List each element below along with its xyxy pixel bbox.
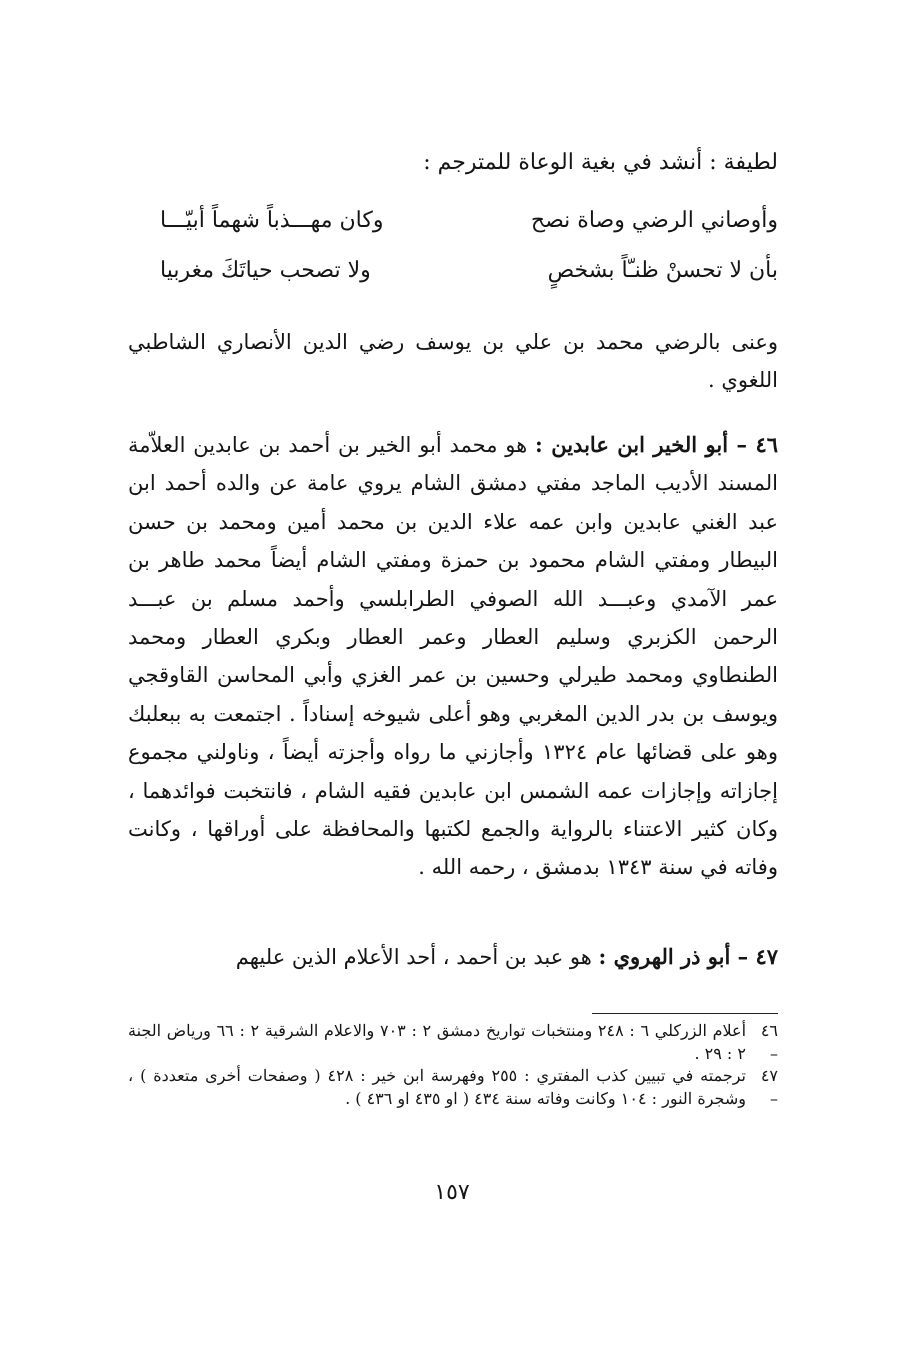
entry-body: هو محمد أبو الخير بن أحمد بن عابدين العلاّمة المسند الأديب الماجد مفتي دمشق الشام يروي عامة عن والده أحمد ابن عبد الغني عابدين وابن عمه علاء الدين بن محمد أمين ومحمد بن حسن البيطار ومفتي الشام محمود بن حمزة ومفتي الشام أيضاً محمد طاهر بن عمر الآمدي وعبـــد الله الصوفي الطرابلسي وأحمد مسلم بن عبـــد الرحمن الكزبري وسليم العطار وعمر العطار وبكري العطار ومحمد الطنطاوي ومحمد طيرلي وحسين بن عمر الغزي وأبي المحاسن القاوقجي ويوسف بن بدر الدين المغربي وهو أعلى شيوخه إسناداً . اجتمعت به ببعلبك وهو على قضائها عام ١٣٢٤ وأجازني ما رواه وأجزته أيضاً ، وناولني مجموع إجازاته وإجازات عمه الشمس ابن عابدين فقيه الشام ، فانتخبت فوائدهما ، وكان كثير الاعتناء بالرواية والجمع لكتبها والمحافظة على أوراقها ، وكانت وفاته في سنة ١٣٤٣ بدمشق ، رحمه الله .	[128, 433, 778, 880]
verse-second-hemistich: وكان مهـــذباً شهماً أبيّـــا	[160, 207, 384, 233]
footnote-text: أعلام الزركلي ٦ : ٢٤٨ ومنتخبات تواريخ دمشق ٢ : ٧٠٣ والاعلام الشرقية ٢ : ٦٦ ورياض الجنة ٢ : ٢٩ .	[128, 1021, 747, 1063]
entry-heading: ٤٧ – أبو ذر الهروي :	[598, 944, 778, 969]
page-number: ١٥٧	[434, 1180, 470, 1205]
footnote-item	[128, 1065, 778, 1110]
entry-heading: ٤٦ – أبو الخير ابن عابدين :	[535, 432, 779, 457]
footnote-text: ترجمته في تبيين كذب المفتري : ٢٥٥ وفهرسة ابن خير : ٤٢٨ ( وصفحات أخرى متعددة ) ، وشجرة النور : ١٠٤ وكانت وفاته سنة ٤٣٤ ( او ٤٣٥ او ٤٣٦ ) .	[128, 1066, 747, 1108]
verse-second-hemistich: ولا تصحب حياتَكَ مغربيا	[160, 257, 371, 283]
footnote-item	[128, 1020, 778, 1065]
note-text: وعنى بالرضي محمد بن علي بن يوسف رضي الدين الأنصاري الشاطبي اللغوي .	[128, 330, 778, 392]
footnotes	[128, 1020, 778, 1110]
footnote-divider	[592, 1013, 778, 1014]
intro-text: لطيفة : أنشد في بغية الوعاة للمترجم :	[423, 150, 778, 175]
verse-first-hemistich: بأن لا تحسنْ ظنـّاً بشخصٍ	[547, 257, 778, 283]
intro-line	[128, 146, 778, 180]
verse-first-hemistich: وأوصاني الرضي وصاة نصح	[530, 207, 778, 233]
biography-entry-47	[128, 938, 778, 976]
entry-body: هو عبد بن أحمد ، أحد الأعلام الذين عليهم	[235, 945, 592, 969]
poem-verse	[160, 250, 778, 290]
poem-verse	[160, 200, 778, 240]
biography-entry-46	[128, 426, 778, 887]
footnote-number: ٤٧ –	[760, 1066, 778, 1108]
explanatory-note	[128, 323, 778, 399]
footnote-number: ٤٦ –	[760, 1021, 778, 1063]
